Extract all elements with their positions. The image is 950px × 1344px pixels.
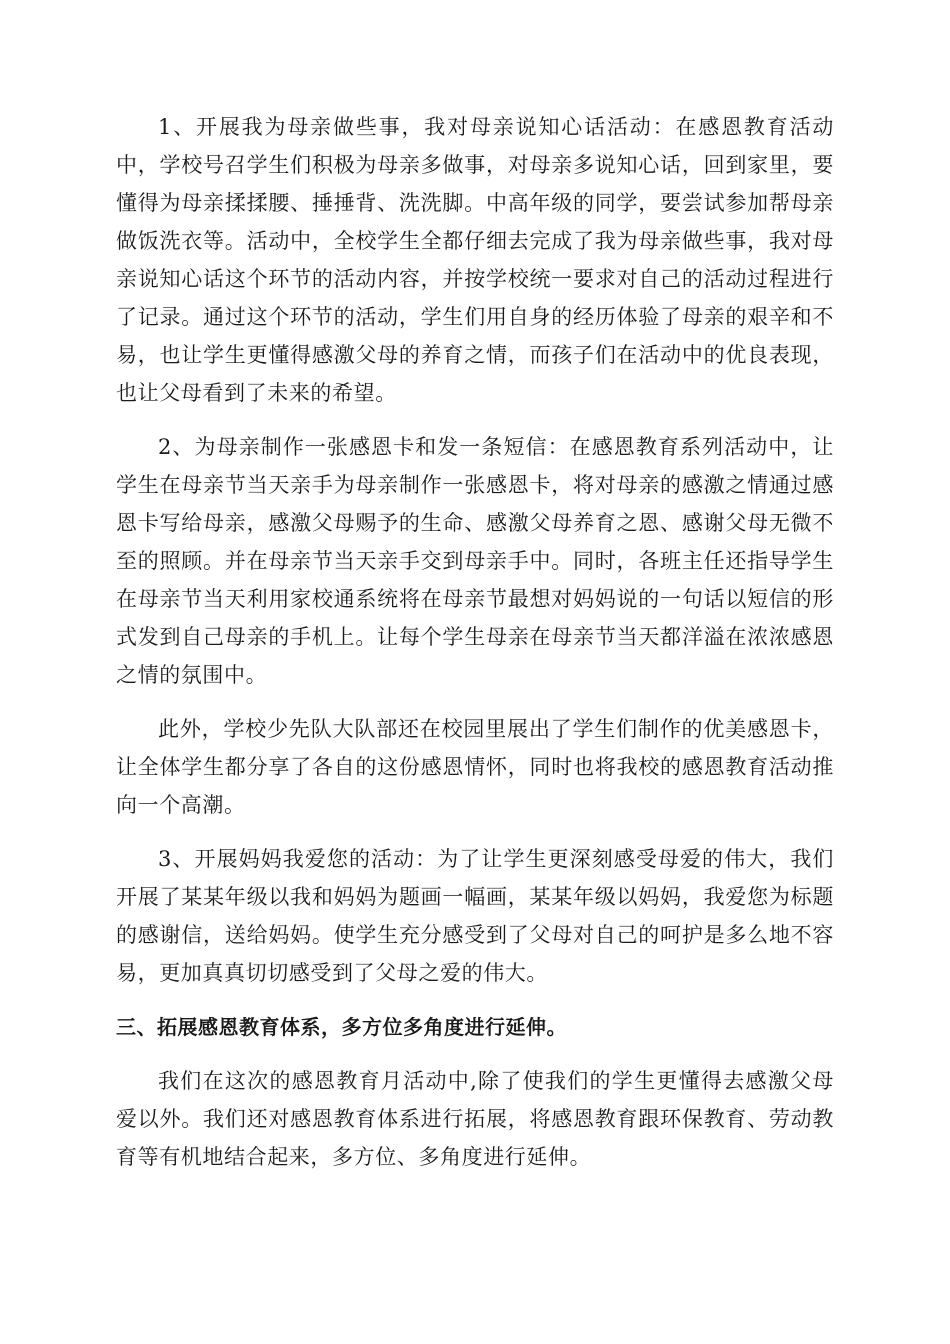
- section-heading: 三、拓展感恩教育体系，多方位多角度进行延伸。: [116, 1015, 567, 1039]
- document-body: [116, 108, 834, 1192]
- paragraph-closing: 我们在这次的感恩教育月活动中,除了使我们的学生更懂得去感激父母爱以外。我们还对感恩教育体系进行拓展，将感恩教育跟环保教育、劳动教育等有机地结合起来，多方位、多角度进行延伸。: [116, 1069, 834, 1169]
- paragraph-activity-1: 1、开展我为母亲做些事，我对母亲说知心话活动：在感恩教育活动中，学校号召学生们积极为母亲多做事，对母亲多说知心话，回到家里，要懂得为母亲揉揉腰、捶捶背、洗洗脚。中高年级的同学，要尝试参加帮母亲做饭洗衣等。活动中，全校学生全都仔细去完成了我为母亲做些事，我对母亲说知心话这个环节的活动内容，并按学校统一要求对自己的活动过程进行了记录。通过这个环节的活动，学生们用自身的经历体验了母亲的艰辛和不易，也让学生更懂得感激父母的养育之情，而孩子们在活动中的优良表现，也让父母看到了未来的希望。: [116, 115, 834, 405]
- paragraph-card-exhibition: 此外，学校少先队大队部还在校园里展出了学生们制作的优美感恩卡，让全体学生都分享了各自的这份感恩情怀，同时也将我校的感恩教育活动推向一个高潮。: [116, 717, 834, 817]
- paragraph-activity-3: 3、开展妈妈我爱您的活动：为了让学生更深刻感受母爱的伟大，我们开展了某某年级以我和妈妈为题画一幅画，某某年级以妈妈，我爱您为标题的感谢信，送给妈妈。使学生充分感受到了父母对自己的呵护是多么地不容易，更加真真切切感受到了父母之爱的伟大。: [116, 847, 834, 985]
- paragraph-activity-2: 2、为母亲制作一张感恩卡和发一条短信：在感恩教育系列活动中，让学生在母亲节当天亲手为母亲制作一张感恩卡，将对母亲的感激之情通过感恩卡写给母亲，感激父母赐予的生命、感激父母养育之恩、感谢父母无微不至的照顾。并在母亲节当天亲手交到母亲手中。同时，各班主任还指导学生在母亲节当天利用家校通系统将在母亲节最想对妈妈说的一句话以短信的形式发到自己母亲的手机上。让每个学生母亲在母亲节当天都洋溢在浓浓感恩之情的氛围中。: [116, 435, 834, 687]
